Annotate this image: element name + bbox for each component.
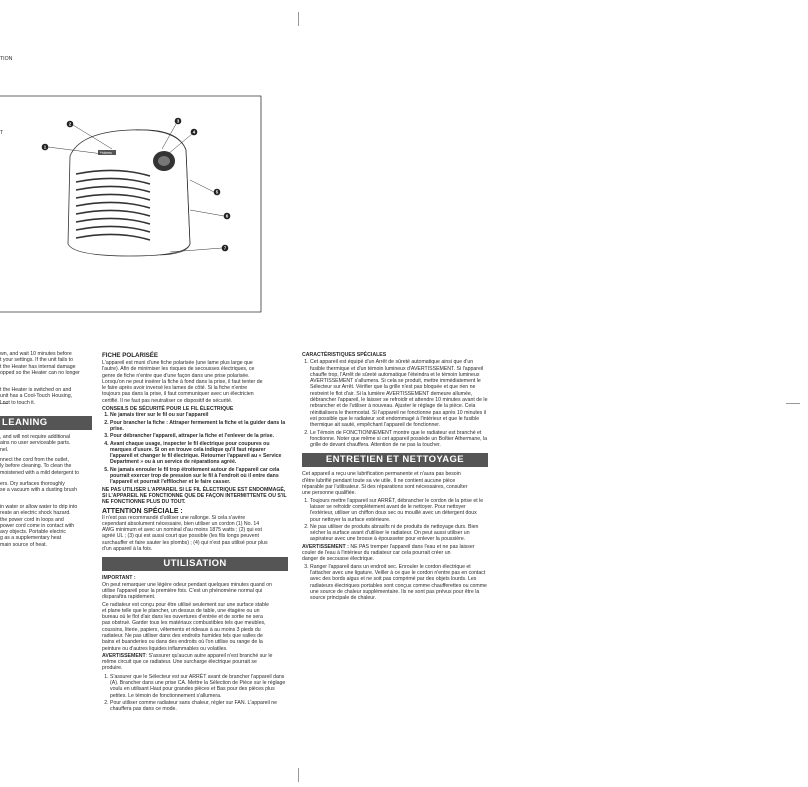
brand-label: Holmes [100,151,112,155]
list-item: 2. Le Témoin de FONCTIONNEMENT montre que le radiateur est branché et fonctionne. Noter que même si cet appareil possède un Boîtier Athermane, la grille de devant chauffera. Attention de ne pas la toucher. [310,430,488,449]
list-item: 1. Cet appareil est équipé d'un Arrêt de sûreté automatique ainsi que d'un fusible thermique et d'un témoin lumineux d'AVERTISSEMENT. Si l'appareil chauffe trop, l'Arrêt de sûreté automatique l'éteindra et le témoin lumineux AVERTISSEMENT s'allumera. Si cela se produit, mettre immédiatement le Sélecteur sur Arrêt. Vérifier que la grille n'est pas bloquée et que rien ne restreint le flot d'air. Si la lumière AVERTISSEMENT demeure allumée, débrancher l'appareil, le laisser se refroidir et attendre 10 minutes avant de le rebrancher et de l'utiliser à nouveau. Ajuster le réglage de la pièce. Cela réinitialisera le thermostat. Si l'appareil ne fonctionne pas après 10 minutes il est possible que le radiateur soit endommagé à l'intérieur et que le fusible thermique ait sauté, empêchant l'appareil de fonctionner. [310,359,488,428]
important-p2: Ce radiateur est conçu pour être utilisé seulement sur une surface stable et plane telle que le plancher, un dessus de table, une étagère ou un bureau où le flot d'air dans les ouvertures d'entrée et de sortie ne sera pas obstrué. Garder tous les matériaux combustibles tels que meubles, coussins, literie, papiers, vêtements et rideaux à au moins 3 pieds du radiateur. Ne pas utiliser dans des endroits humides tels que salles de bains et buanderies ou dans des endroits où l'on utilise ou range de la peinture ou d'autres liquides inflammables ou volatiles. [102,601,269,652]
list-item: 2. Pour utiliser comme radiateur sans chaleur, régler sur FAN. L'appareil ne chauffera pas dans ce mode. [110,700,288,713]
entretien-section-bar: ENTRETIEN ET NETTOYAGE [302,453,488,467]
list-item: 1. Ne jamais tirer sur le fil ou sur l'appareil [110,412,288,418]
callout-6: 6 [225,213,229,219]
fiche-body: L'appareil est muni d'une fiche polarisée (une lame plus large que l'autre). Afin de minimiser les risques de secousses électriques, ce genre de fiche n'entre que d'une façon dans une prise polarisée. Lorsqu'on ne peut insérer la fiche à fond dans la prise, il faut tenter de le faire après avoir inversé les lames de côté. Si la fiche n'entre toujours pas dans la prise, il faut communiquer avec un électricien certifié. Il ne faut pas neutraliser ce dispositif de sécurité. [102,360,263,404]
entretien-avert-body: NE PAS tremper l'appareil dans l'eau et ne pas laisser couler de l'eau à l'intérieur du radiateur car cela pourrait créer un danger de secousse électrique. [302,543,475,563]
caracteristiques-title: CARACTÉRISTIQUES SPÉCIALES [302,352,387,358]
list-item: 5. Ne jamais enrouler le fil trop étroitement autour de l'appareil car cela pourrait exercer trop de pression sur le fil à l'endroit où il entre dans l'appareil et pourrait l'effilocher et le faire casser. [110,467,288,486]
crop-mark-top [298,12,299,26]
entretien-paragraph: Cet appareil a reçu une lubrification permanente et n'aura pas besoin d'être lubrifié pendant toute sa vie utile. Il ne contient aucune pièce réparable par l'utilisateur. Si des réparations sont nécessaires, consulter une personne qualifiée. [302,471,468,497]
heater-diagram [0,94,262,316]
callout-1: 1 [43,144,47,150]
left-paragraph-4: nnect the cord from the outlet, ly before cleaning. To clean the moistened with a mild detergent to [0,457,80,476]
important-p1: On peut remarquer une légère odeur pendant quelques minutes quand on utilise l'appareil pour la première fois. C'est un phénomène normal qui disparaîtra rapidement. [102,581,272,601]
utilisation-steps [102,674,288,713]
callout-7: 7 [223,245,227,251]
list-item: 1. Toujours mettre l'appareil sur ARRÊT, débrancher le cordon de la prise et le laisser se refroidir complètement avant de le nettoyer. Pour nettoyer l'extérieur, utiliser un chiffon doux sec ou mouillé avec un détergent doux pour nettoyer la surface extérieure. [310,498,488,523]
conseils-list [102,412,288,485]
important-title: IMPORTANT : [102,575,136,582]
attention-title: ATTENTION SPÉCIALE : [102,507,183,515]
entretien-steps [302,498,488,543]
avertissement-paragraph [102,653,288,672]
left-paragraph-1: wn, and wait 10 minutes before t your settings. If the unit fails to t the Heater has internal damage opped so the Heater can no longer [0,351,80,376]
callout-5: 5 [215,189,219,195]
callout-2: 2 [68,121,72,127]
heater-illustration [0,94,262,316]
fiche-title: FICHE POLARISÉE [102,352,159,359]
list-item: 3. Pour débrancher l'appareil, attraper la fiche et l'enlever de la prise. [110,433,288,439]
left-paragraph-6: in water or allow water to drip into reate an electric shock hazard. the power cord in loops and power cord come in contact with avy objects. Portable electric g as a supplementary heat main source of heat. [0,504,78,548]
right-column [302,352,488,602]
ne-pas-warning: NE PAS UTILISER L'APPAREIL SI LE FIL ÉLECTRIQUE EST ENDOMMAGÉ, SI L'APPAREIL NE FONCTIONNE QUE DE FAÇON INTERMITTENTE OU S'IL NE FONCTIONNE PLUS DU TOUT. [102,486,287,506]
avertissement-label: AVERTISSEMENT [102,652,146,659]
entretien-step-3-list [302,564,488,602]
list-item: 1. S'assurer que le Sélecteur est sur ARRÊT avant de brancher l'appareil dans (A). Brancher dans une prise CA. Mettre la Sélection de Pièce sur le réglage voulu en utilisant Haut pour grandes pièces et Bas pour des pièces plus petites. Le témoin de fonctionnement s'allumera. [110,674,288,699]
left-paragraph-3: , and will not require additional ains no user serviceable parts. nel. [0,434,71,453]
crop-mark-right [786,403,800,404]
crop-mark-bottom [298,768,299,782]
left-paragraph-5: ers. Dry surfaces thoroughly se a vacuum with a dusting brush [0,481,77,494]
conseils-title: CONSEILS DE SÉCURITÉ POUR LE FIL ÉLECTRIQUE [102,406,234,413]
list-item: 3. Ranger l'appareil dans un endroit sec. Enrouler le cordon électrique et l'attacher avec une ligature. Veiller à ce que le cordon n'entre pas en contact avec des bords aigus et ne soit pas comprimé par des objets lourds. Les radiateurs électriques portables sont conçus comme chaufferettes ou comme une source de chaleur supplémentaire. Ils ne sont pas prévus pour être la source principale de chaleur. [310,564,488,602]
entretien-avertissement [302,544,488,563]
middle-column [102,352,288,714]
list-item: 4. Avant chaque usage, inspecter le fil électrique pour coupures ou marques d'usure. Si on en trouve cela indique qu'il faut réparer l'appareil et changer le fil électrique. Retourner l'appareil au « Service Department » ou à un service de réparations agréé. [110,441,288,466]
attention-body: Il n'est pas recommandé d'utiliser une rallonge. Si cela s'avère cependant absolument nécessaire, bien utiliser un cordon (1) No. 14 AWG minimum et avec un nominal d'au moins 1875 watts ; (2) qui est agréé UL ; (3) qui est aussi court que possible (les fils longs peuvent surchauffer et faire sauter les plombs) ; (4) qui n'est pas utilisé pour plus d'un appareil à la fois. [102,514,268,553]
callout-3: 3 [176,118,180,124]
avertissement-body: : S'assurer qu'aucun autre appareil n'est branché sur le même circuit que ce radiateur. Une surcharge électrique pourrait se produire. [102,652,273,672]
left-paragraph-2: t the Heater is switched on and unit has a Cool-Touch Housing, l not to touch it. [0,387,73,406]
list-item: 2. Ne pas utiliser de produits abrasifs ni de produits de nettoyage durs. Bien sécher la surface avant d'utiliser le radiateur. On peut aussi utiliser un aspirateur avec une brosse à épousseter pour enlever la poussière. [310,524,488,543]
utilisation-section-bar: UTILISATION [102,557,288,571]
side-letter: T [0,130,4,136]
top-tag: TION [0,56,13,62]
caracteristiques-list [302,359,488,448]
cleaning-section-bar: LEANING [0,416,92,430]
list-item: 2. Pour brancher la fiche : Attraper fermement la fiche et la guider dans la prise. [110,420,288,433]
callout-4: 4 [192,129,196,135]
entretien-avert-label: AVERTISSEMENT : [302,543,349,550]
